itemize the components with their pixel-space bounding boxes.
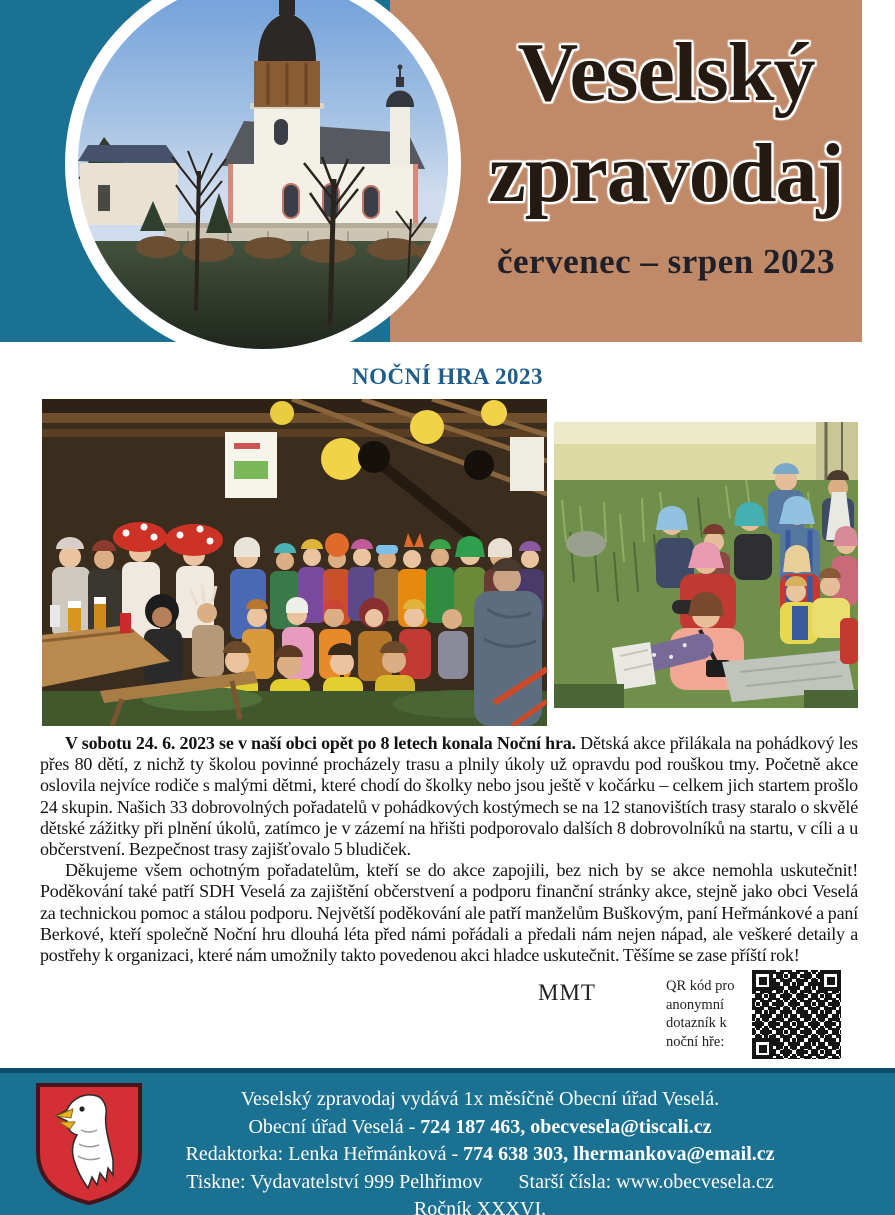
newsletter-title-line1: Veselský (517, 26, 815, 119)
church-photo-illustration (78, 0, 448, 349)
footer-text (110, 1086, 850, 1215)
newsletter-title-line2: zpravodaj (488, 127, 844, 220)
masthead-title-block (470, 22, 862, 282)
qr-finder-top-right (820, 970, 841, 991)
archive-label: Starší čísla: www.obecvesela.cz (518, 1170, 774, 1193)
author-signature: MMT (538, 980, 596, 1005)
footer-line-office (110, 1114, 850, 1142)
article-paragraph-1 (40, 733, 858, 860)
qr-finder-bottom-left (752, 1038, 773, 1059)
qr-finder-top-left (752, 970, 773, 991)
article-body (40, 733, 858, 966)
meadow-group-illustration (554, 422, 858, 708)
paragraph-1-text: Dětská akce přilákala na pohádkový les přes 80 dětí, z nichž ty školou povinné procházely trasu a plnily úkoly už opravdu pod rouškou tmy. Početně akce oslovila nejvíce rodiče s malými dětmi, které chodí do školky nebo jsou ještě v kočárku – celkem jich startem prošlo 24 skupin. Našich 33 dobrovolných pořadatelů v pohádkových kostýmech se na 12 stanovištích trasy staralo o skvělé dětské zážitky při plnění úkolů, zatímco je v zázemí na hřišti podporovalo dalších 8 dobrovolníků na startu, v cíli a u občerstvení. Bezpečnost trasy zajišťovalo 5 bludiček. (40, 733, 858, 860)
article-paragraph-2 (40, 860, 858, 966)
editor-contact: 774 638 303, lhermankova@email.cz (463, 1143, 775, 1165)
photo-night-game-group (42, 399, 547, 726)
footer-line-publisher: Veselský zpravodaj vydává 1x měsíčně Obecní úřad Veselá. (240, 1088, 720, 1110)
footer-line-volume: Ročník XXXVI. (413, 1198, 547, 1215)
footer (0, 1068, 895, 1215)
qr-code (748, 966, 845, 1063)
masthead (0, 0, 895, 342)
group-costumes-illustration (42, 399, 547, 726)
office-label: Obecní úřad Veselá - (248, 1115, 421, 1138)
photo-meadow-group (554, 422, 858, 708)
issue-date: červenec – srpen 2023 (496, 242, 836, 281)
footer-line-print-web (110, 1169, 850, 1197)
paragraph-1-lead: V sobotu 24. 6. 2023 se v naší obci opět po 8 letech konala Noční hra. (65, 733, 576, 753)
footer-line-editor (110, 1141, 850, 1169)
qr-code-label: QR kód pro anonymní dotazník k noční hře: (666, 978, 735, 1050)
article-headline: NOČNÍ HRA 2023 (351, 364, 543, 389)
paragraph-2-text: Děkujeme všem ochotným pořadatelům, kteří se do akce zapojili, bez nich by se akce nemohla uskutečnit! Poděkování také patří SDH Veselá za zajištění občerstvení a podporu finanční stránky akce, stejně jako obci Veselá za technickou pomoc a stálou podporu. Největší poděkování ale patří manželům Buškovým, paní Heřmánkové a paní Berkové, kteří společně Noční hru dlouhá léta před námi pořádali a předali nám nejen nápad, ale veškeré detaily a postřehy k organizaci, které nám umožnily takto povedenou akci hladce uskutečnit. Těšíme se zase příští rok! (40, 860, 858, 966)
office-contact: 724 187 463, obecvesela@tiscali.cz (420, 1115, 712, 1138)
editor-label: Redaktorka: Lenka Heřmánková - (185, 1143, 464, 1165)
printer-label: Tiskne: Vydavatelství 999 Pelhřimov (186, 1170, 483, 1193)
